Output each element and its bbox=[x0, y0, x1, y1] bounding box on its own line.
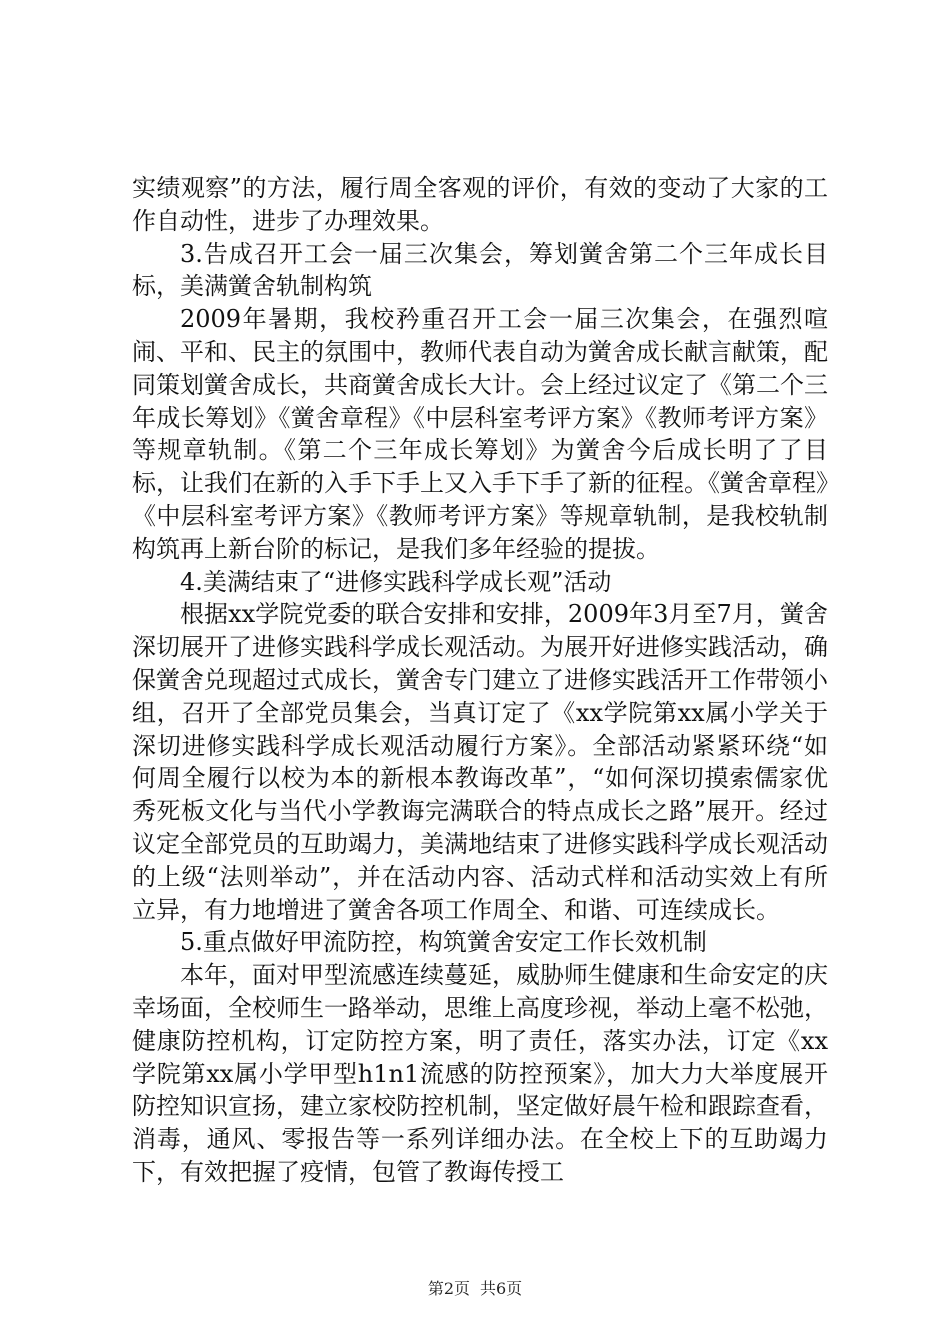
page-number: 第2页 bbox=[427, 1279, 470, 1298]
paragraph-3: 2009年暑期，我校矜重召开工会一届三次集会，在强烈喧闹、平和、民主的氛围中，教师代表自动为黉舍成长献言献策，配同策划黉舍成长，共商黉舍成长大计。会上经过议定了《第二个三年成长筹划》《黉舍章程》《中层科室考评方案》《教师考评方案》等规章轨制。《第二个三年成长筹划》为黉舍今后成长明了了目标，让我们在新的入手下手上又入手下手了新的征程。《黉舍章程》《中层科室考评方案》《教师考评方案》等规章轨制，是我校轨制构筑再上新台阶的标记，是我们多年经验的提拔。 bbox=[132, 305, 828, 563]
page-total: 共6页 bbox=[480, 1279, 523, 1298]
paragraph-1: 实绩观察”的方法，履行周全客观的评价，有效的变动了大家的工作自动性，进步了办理效果。 bbox=[132, 174, 828, 235]
section-heading-4: 4.美满结束了“进修实践科学成长观”活动 bbox=[180, 567, 612, 596]
section-heading-5: 5.重点做好甲流防控，构筑黉舍安定工作长效机制 bbox=[180, 928, 707, 957]
section-heading-3: 3.告成召开工会一届三次集会，筹划黉舍第二个三年成长目标，美满黉舍轨制构筑 bbox=[132, 239, 828, 301]
page-footer bbox=[0, 1276, 950, 1299]
document-body bbox=[132, 172, 828, 1189]
paragraph-5: 根据xx学院党委的联合安排和安排，2009年3月至7月，黉舍深切展开了进修实践科学成长观活动。为展开好进修实践活动，确保黉舍兑现超过式成长，黉舍专门建立了进修实践活开工作带领小组，召开了全部党员集会，当真订定了《xx学院第xx属小学关于深切进修实践科学成长观活动履行方案》。全部活动紧紧环绕“如何周全履行以校为本的新根本教诲改革”，“如何深切摸索儒家优秀死板文化与当代小学教诲完满联合的特点成长之路”展开。经过议定全部党员的互助竭力，美满地结束了进修实践科学成长观活动的上级“法则举动”，并在活动内容、活动式样和活动实效上有所立异，有力地增进了黉舍各项工作周全、和谐、可连续成长。 bbox=[132, 600, 828, 924]
paragraph-7: 本年，面对甲型流感连续蔓延，威胁师生健康和生命安定的庆幸场面，全校师生一路举动，思维上高度珍视，举动上毫不松弛，健康防控机构，订定防控方案，明了责任，落实办法，订定《xx学院第xx属小学甲型h1n1流感的防控预案》，加大力大举度展开防控知识宣扬，建立家校防控机制，坚定做好晨午检和跟踪查看，消毒，通风、零报告等一系列详细办法。在全校上下的互助竭力下，有效把握了疫情，包管了教诲传授工 bbox=[132, 961, 828, 1186]
